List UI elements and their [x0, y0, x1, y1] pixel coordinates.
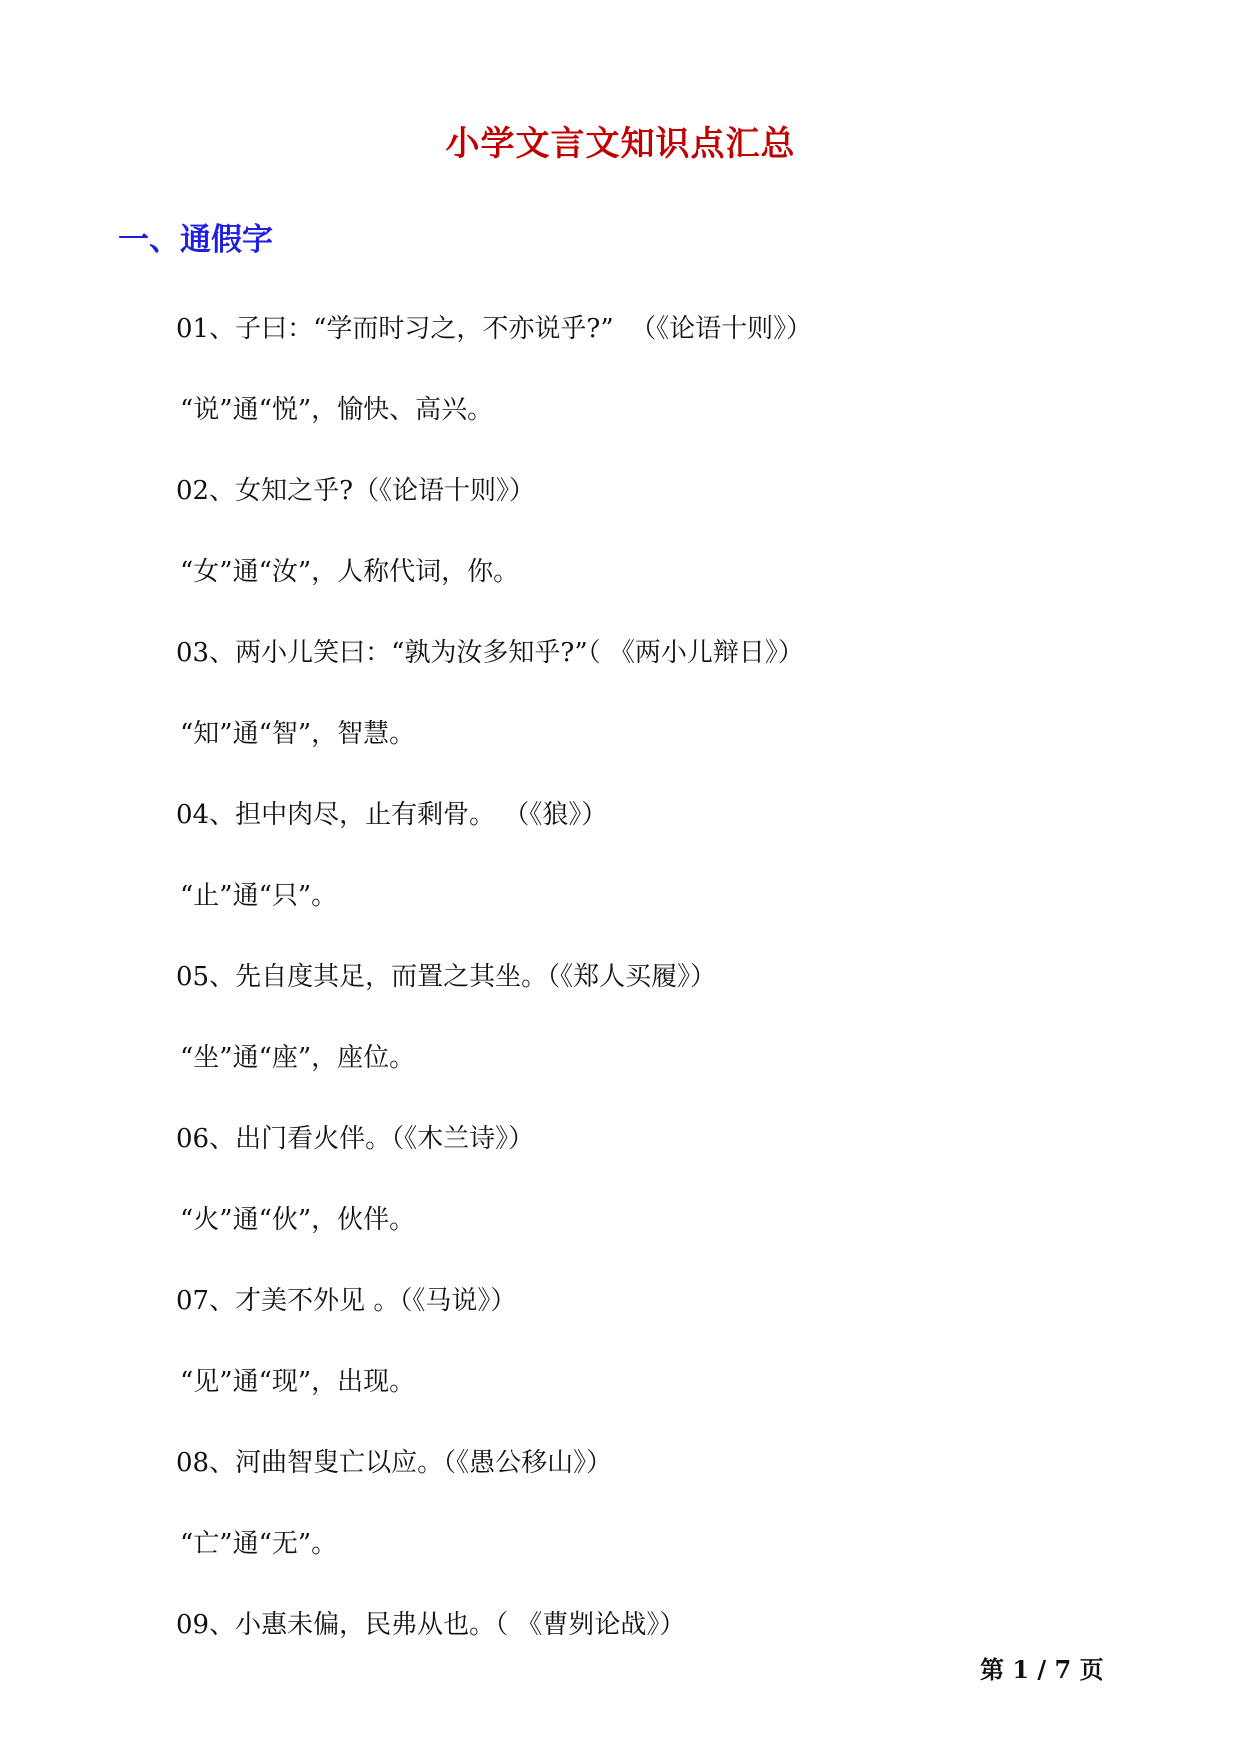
entry-sentence: 01、子曰：“学而时习之，不亦说乎?” （《论语十则》） [176, 314, 813, 344]
entry-sentence: 04、担中肉尽，止有剩骨。 （《狼》） [176, 800, 608, 830]
entry-sentence: 05、先自度其足，而置之其坐。（《郑人买履》） [176, 962, 717, 992]
entry-sentence: 03、两小儿笑曰：“孰为汝多知乎?”（ 《两小儿辩日》） [176, 638, 804, 668]
entry-explanation: “说”通“悦”，愉快、高兴。 [180, 395, 494, 425]
entry-list [176, 310, 1156, 1687]
entry-explanation: “见”通“现”，出现。 [180, 1367, 416, 1397]
entry-sentence: 02、女知之乎?（《论语十则》） [176, 476, 536, 506]
entry-sentence: 09、小惠未偏，民弗从也。（ 《曹刿论战》） [176, 1610, 686, 1640]
page-number: 第 1 / 7 页 [980, 1655, 1104, 1684]
entry-sentence: 07、才美不外见 。（《马说》） [176, 1286, 517, 1316]
section-heading: 一、通假字 [118, 222, 273, 258]
entry-explanation: “亡”通“无”。 [180, 1529, 338, 1559]
entry-explanation: “坐”通“座”，座位。 [180, 1043, 416, 1073]
entry-explanation: “止”通“只”。 [180, 881, 338, 911]
entry-sentence: 08、河曲智叟亡以应。（《愚公移山》） [176, 1448, 613, 1478]
entry-explanation: “火”通“伙”，伙伴。 [180, 1205, 416, 1235]
entry-explanation: “女”通“汝”，人称代词，你。 [180, 557, 520, 587]
entry-sentence: 06、出门看火伴。（《木兰诗》） [176, 1124, 535, 1154]
entry-explanation: “知”通“智”，智慧。 [180, 719, 416, 749]
document-title: 小学文言文知识点汇总 [445, 124, 796, 164]
